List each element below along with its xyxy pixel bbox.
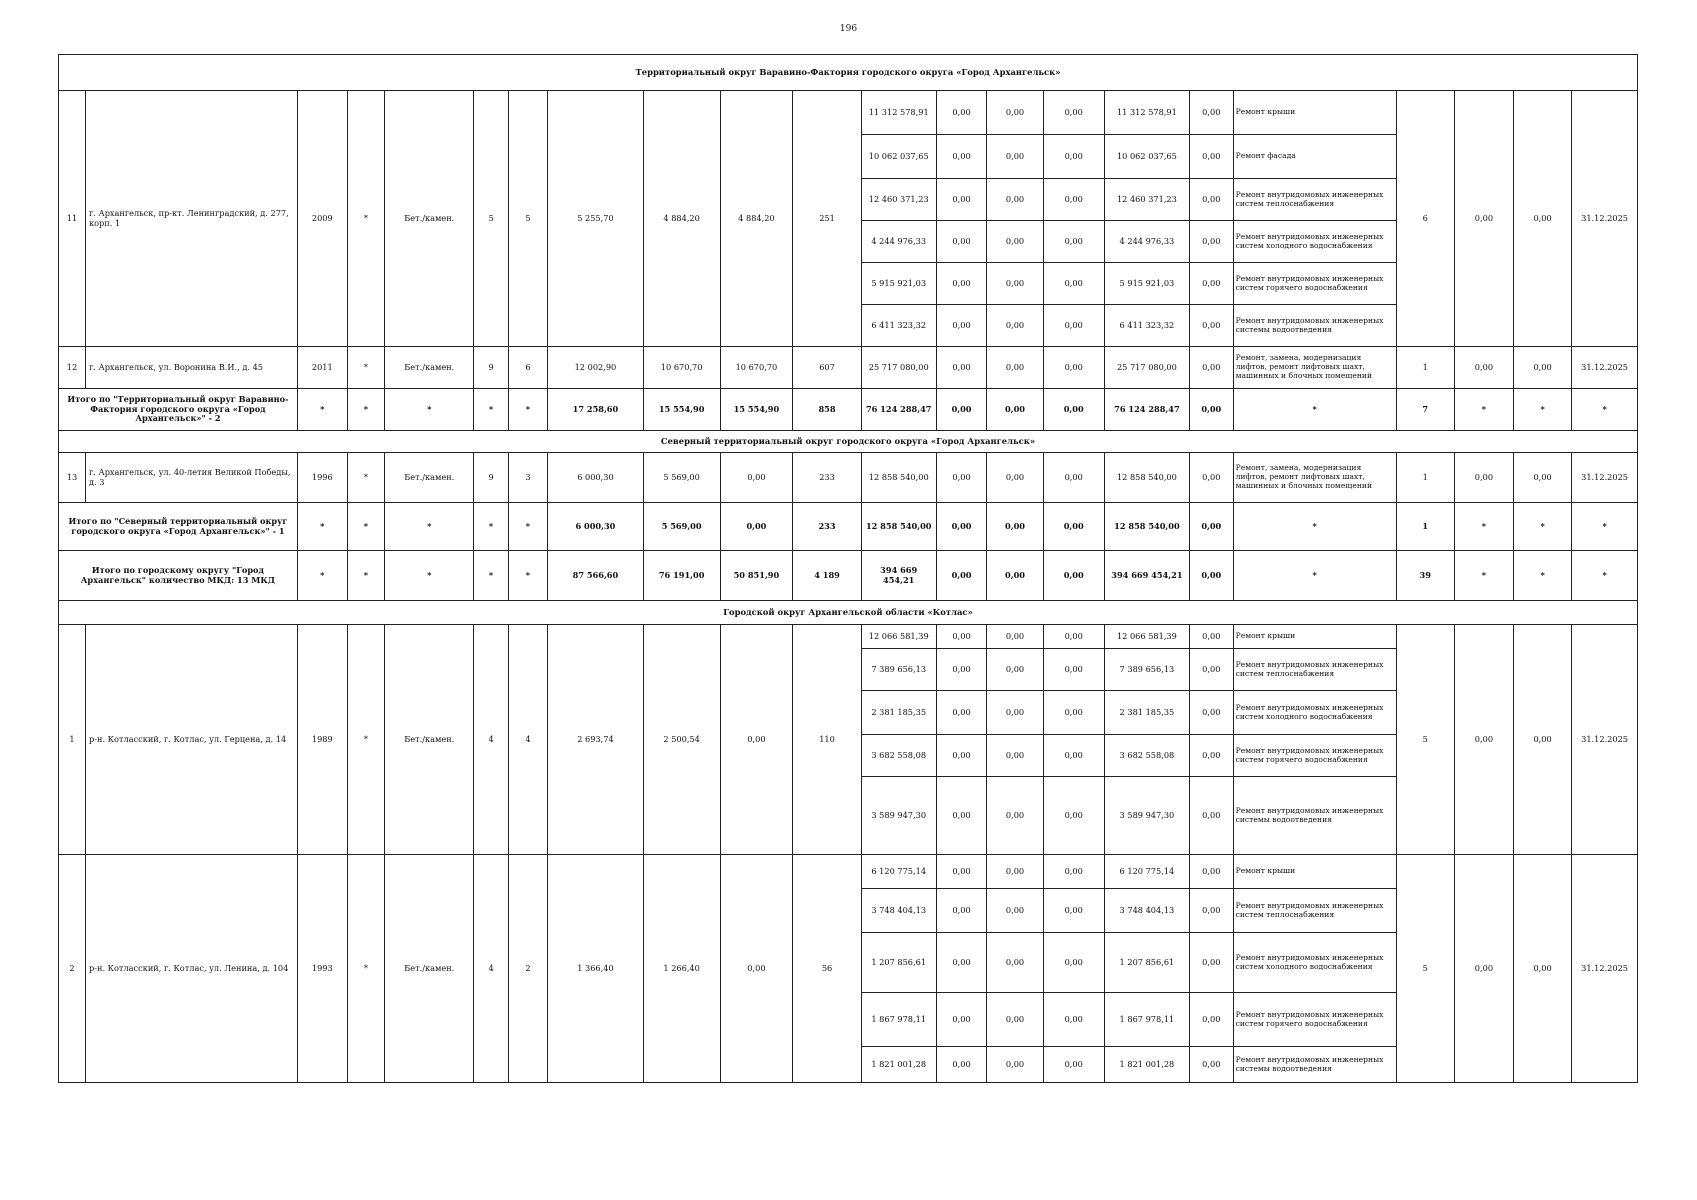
zero-value: 0,00 [987, 347, 1043, 389]
floors: 4 [474, 625, 508, 855]
zero-value: 0,00 [1043, 649, 1104, 691]
work-type: Ремонт внутридомовых инженерных систем теплоснабжения [1233, 179, 1396, 221]
work-cost: 394 669 454,21 [861, 551, 936, 601]
star-cell: * [474, 551, 508, 601]
area-total: 2 693,74 [548, 625, 644, 855]
area-residential: 10 670,70 [720, 347, 793, 389]
work-total: 1 207 856,61 [1104, 933, 1189, 993]
table-row [59, 91, 1638, 135]
zero-value: 0,00 [936, 625, 987, 649]
zero-value: 0,00 [1043, 179, 1104, 221]
mark-cell: * [347, 453, 384, 503]
star-cell: * [347, 389, 384, 431]
zero-value: 0,00 [1043, 551, 1104, 601]
repair-program-table [58, 54, 1638, 1083]
work-total: 12 858 540,00 [1104, 503, 1189, 551]
zero-value: 0,00 [936, 1047, 987, 1083]
deadline-date: 31.12.2025 [1572, 453, 1638, 503]
zero-value: 0,00 [987, 305, 1043, 347]
zero-value: 0,00 [1189, 855, 1233, 889]
deadline-date: 31.12.2025 [1572, 855, 1638, 1083]
work-total: 6 411 323,32 [1104, 305, 1189, 347]
zero-value: 0,00 [936, 933, 987, 993]
area-premises: 4 884,20 [643, 91, 720, 347]
house-number: 12 [59, 347, 86, 389]
zero-value: 0,00 [1043, 855, 1104, 889]
area-residential: 50 851,90 [720, 551, 793, 601]
work-cost: 25 717 080,00 [861, 347, 936, 389]
section-header-row [59, 601, 1638, 625]
area-total: 1 366,40 [548, 855, 644, 1083]
zero-value: 0,00 [1189, 1047, 1233, 1083]
star-cell: * [1233, 551, 1396, 601]
work-cost: 12 066 581,39 [861, 625, 936, 649]
wall-material: Бет./камен. [385, 855, 474, 1083]
house-address: р-н. Котласский, г. Котлас, ул. Герцена, д. 14 [86, 625, 298, 855]
zero-value: 0,00 [1189, 691, 1233, 735]
work-type: Ремонт внутридомовых инженерных системы водоотведения [1233, 777, 1396, 855]
deadline-date: 31.12.2025 [1572, 91, 1638, 347]
total-label: Итого по городскому округу "Город Архангельск" количество МКД: 13 МКД [59, 551, 298, 601]
zero-value: 0,00 [987, 993, 1043, 1047]
works-count: 5 [1396, 855, 1454, 1083]
work-total: 3 748 404,13 [1104, 889, 1189, 933]
subtotal-row [59, 503, 1638, 551]
work-cost: 7 389 656,13 [861, 649, 936, 691]
work-total: 12 460 371,23 [1104, 179, 1189, 221]
star-cell: * [508, 503, 547, 551]
residents: 56 [793, 855, 862, 1083]
area-total: 17 258,60 [548, 389, 644, 431]
work-total: 2 381 185,35 [1104, 691, 1189, 735]
residents: 233 [793, 453, 862, 503]
area-total: 12 002,90 [548, 347, 644, 389]
subtotal-row [59, 389, 1638, 431]
area-residential: 15 554,90 [720, 389, 793, 431]
zero-value: 0,00 [1043, 221, 1104, 263]
work-cost: 11 312 578,91 [861, 91, 936, 135]
zero-value: 0,00 [1189, 305, 1233, 347]
zero-value: 0,00 [936, 263, 987, 305]
work-total: 7 389 656,13 [1104, 649, 1189, 691]
zero-value: 0,00 [936, 135, 987, 179]
star-cell: * [385, 551, 474, 601]
wall-material: Бет./камен. [385, 347, 474, 389]
star-cell: * [1572, 389, 1638, 431]
zero-value: 0,00 [1043, 735, 1104, 777]
zero-value: 0,00 [987, 649, 1043, 691]
work-total: 25 717 080,00 [1104, 347, 1189, 389]
work-cost: 1 867 978,11 [861, 993, 936, 1047]
page-number: 196 [839, 24, 858, 34]
zero-value: 0,00 [936, 649, 987, 691]
zero-value: 0,00 [987, 551, 1043, 601]
zero-value: 0,00 [1189, 777, 1233, 855]
zero-value: 0,00 [936, 389, 987, 431]
area-premises: 10 670,70 [643, 347, 720, 389]
area-premises: 15 554,90 [643, 389, 720, 431]
zero-value: 0,00 [987, 855, 1043, 889]
zero-value: 0,00 [1514, 855, 1572, 1083]
zero-value: 0,00 [936, 347, 987, 389]
works-count: 1 [1396, 347, 1454, 389]
zero-value: 0,00 [936, 453, 987, 503]
zero-value: 0,00 [1514, 625, 1572, 855]
area-premises: 5 569,00 [643, 503, 720, 551]
star-cell: * [297, 389, 347, 431]
zero-value: 0,00 [1454, 855, 1513, 1083]
zero-value: 0,00 [987, 625, 1043, 649]
work-type: Ремонт внутридомовых инженерных систем теплоснабжения [1233, 889, 1396, 933]
residents: 233 [793, 503, 862, 551]
house-number: 13 [59, 453, 86, 503]
zero-value: 0,00 [1189, 389, 1233, 431]
work-cost: 1 207 856,61 [861, 933, 936, 993]
zero-value: 0,00 [987, 933, 1043, 993]
star-cell: * [347, 503, 384, 551]
work-type: Ремонт, замена, модернизация лифтов, ремонт лифтовых шахт, машинных и блочных помещений [1233, 453, 1396, 503]
work-cost: 12 858 540,00 [861, 453, 936, 503]
zero-value: 0,00 [1189, 551, 1233, 601]
zero-value: 0,00 [936, 551, 987, 601]
zero-value: 0,00 [987, 389, 1043, 431]
zero-value: 0,00 [1043, 503, 1104, 551]
star-cell: * [1233, 389, 1396, 431]
area-residential: 0,00 [720, 855, 793, 1083]
zero-value: 0,00 [1454, 91, 1513, 347]
section-title: Территориальный округ Варавино-Фактория городского округа «Город Архангельск» [59, 55, 1638, 91]
area-residential: 0,00 [720, 503, 793, 551]
mark-cell: * [347, 347, 384, 389]
zero-value: 0,00 [1043, 933, 1104, 993]
work-total: 6 120 775,14 [1104, 855, 1189, 889]
zero-value: 0,00 [936, 735, 987, 777]
build-year: 1989 [297, 625, 347, 855]
entrances: 3 [508, 453, 547, 503]
star-cell: * [1514, 389, 1572, 431]
deadline-date: 31.12.2025 [1572, 625, 1638, 855]
zero-value: 0,00 [987, 179, 1043, 221]
zero-value: 0,00 [987, 91, 1043, 135]
work-total: 1 821 001,28 [1104, 1047, 1189, 1083]
work-cost: 3 682 558,08 [861, 735, 936, 777]
zero-value: 0,00 [1189, 179, 1233, 221]
zero-value: 0,00 [1454, 453, 1513, 503]
zero-value: 0,00 [1043, 691, 1104, 735]
work-total: 76 124 288,47 [1104, 389, 1189, 431]
work-type: Ремонт фасада [1233, 135, 1396, 179]
work-cost: 4 244 976,33 [861, 221, 936, 263]
star-cell: * [1572, 551, 1638, 601]
area-residential: 4 884,20 [720, 91, 793, 347]
zero-value: 0,00 [987, 453, 1043, 503]
zero-value: 0,00 [936, 305, 987, 347]
star-cell: * [297, 551, 347, 601]
zero-value: 0,00 [987, 889, 1043, 933]
wall-material: Бет./камен. [385, 91, 474, 347]
work-type: Ремонт внутридомовых инженерных систем горячего водоснабжения [1233, 735, 1396, 777]
area-total: 5 255,70 [548, 91, 644, 347]
zero-value: 0,00 [1189, 503, 1233, 551]
work-cost: 12 460 371,23 [861, 179, 936, 221]
works-count: 39 [1396, 551, 1454, 601]
zero-value: 0,00 [936, 91, 987, 135]
zero-value: 0,00 [1189, 735, 1233, 777]
work-total: 10 062 037,65 [1104, 135, 1189, 179]
section-title: Северный территориальный округ городского округа «Город Архангельск» [59, 431, 1638, 453]
star-cell: * [1454, 551, 1513, 601]
section-header-row [59, 431, 1638, 453]
work-type: Ремонт крыши [1233, 625, 1396, 649]
residents: 110 [793, 625, 862, 855]
zero-value: 0,00 [987, 735, 1043, 777]
entrances: 6 [508, 347, 547, 389]
star-cell: * [297, 503, 347, 551]
mark-cell: * [347, 855, 384, 1083]
work-cost: 12 858 540,00 [861, 503, 936, 551]
work-cost: 5 915 921,03 [861, 263, 936, 305]
zero-value: 0,00 [936, 777, 987, 855]
zero-value: 0,00 [936, 855, 987, 889]
mark-cell: * [347, 91, 384, 347]
area-residential: 0,00 [720, 453, 793, 503]
zero-value: 0,00 [987, 135, 1043, 179]
mark-cell: * [347, 625, 384, 855]
area-premises: 76 191,00 [643, 551, 720, 601]
star-cell: * [347, 551, 384, 601]
zero-value: 0,00 [987, 263, 1043, 305]
area-premises: 5 569,00 [643, 453, 720, 503]
work-cost: 3 748 404,13 [861, 889, 936, 933]
work-type: Ремонт внутридомовых инженерных системы водоотведения [1233, 305, 1396, 347]
table-row [59, 347, 1638, 389]
zero-value: 0,00 [1043, 389, 1104, 431]
star-cell: * [1454, 503, 1513, 551]
star-cell: * [1454, 389, 1513, 431]
work-cost: 76 124 288,47 [861, 389, 936, 431]
residents: 251 [793, 91, 862, 347]
zero-value: 0,00 [987, 503, 1043, 551]
zero-value: 0,00 [1189, 91, 1233, 135]
entrances: 5 [508, 91, 547, 347]
work-type: Ремонт внутридомовых инженерных системы водоотведения [1233, 1047, 1396, 1083]
section-header-row [59, 55, 1638, 91]
entrances: 2 [508, 855, 547, 1083]
work-total: 12 858 540,00 [1104, 453, 1189, 503]
table-row [59, 855, 1638, 889]
residents: 4 189 [793, 551, 862, 601]
zero-value: 0,00 [1043, 625, 1104, 649]
zero-value: 0,00 [987, 777, 1043, 855]
zero-value: 0,00 [1043, 305, 1104, 347]
area-premises: 1 266,40 [643, 855, 720, 1083]
star-cell: * [474, 389, 508, 431]
zero-value: 0,00 [1189, 347, 1233, 389]
zero-value: 0,00 [1189, 453, 1233, 503]
zero-value: 0,00 [1454, 625, 1513, 855]
area-total: 6 000,30 [548, 503, 644, 551]
star-cell: * [1572, 503, 1638, 551]
work-type: Ремонт, замена, модернизация лифтов, ремонт лифтовых шахт, машинных и блочных помещений [1233, 347, 1396, 389]
work-type: Ремонт внутридомовых инженерных систем горячего водоснабжения [1233, 263, 1396, 305]
star-cell: * [508, 389, 547, 431]
build-year: 1993 [297, 855, 347, 1083]
work-type: Ремонт внутридомовых инженерных систем холодного водоснабжения [1233, 933, 1396, 993]
work-total: 5 915 921,03 [1104, 263, 1189, 305]
zero-value: 0,00 [1189, 933, 1233, 993]
work-type: Ремонт внутридомовых инженерных систем теплоснабжения [1233, 649, 1396, 691]
zero-value: 0,00 [1189, 649, 1233, 691]
zero-value: 0,00 [936, 503, 987, 551]
zero-value: 0,00 [1514, 91, 1572, 347]
house-number: 1 [59, 625, 86, 855]
zero-value: 0,00 [1514, 453, 1572, 503]
build-year: 2011 [297, 347, 347, 389]
works-count: 5 [1396, 625, 1454, 855]
house-address: г. Архангельск, ул. Воронина В.И., д. 45 [86, 347, 298, 389]
works-count: 1 [1396, 503, 1454, 551]
zero-value: 0,00 [1189, 625, 1233, 649]
floors: 9 [474, 347, 508, 389]
zero-value: 0,00 [936, 993, 987, 1047]
total-row [59, 551, 1638, 601]
zero-value: 0,00 [1043, 91, 1104, 135]
zero-value: 0,00 [1189, 263, 1233, 305]
work-total: 3 682 558,08 [1104, 735, 1189, 777]
zero-value: 0,00 [987, 1047, 1043, 1083]
zero-value: 0,00 [987, 691, 1043, 735]
work-cost: 6 120 775,14 [861, 855, 936, 889]
star-cell: * [508, 551, 547, 601]
zero-value: 0,00 [1043, 777, 1104, 855]
zero-value: 0,00 [936, 179, 987, 221]
area-residential: 0,00 [720, 625, 793, 855]
entrances: 4 [508, 625, 547, 855]
zero-value: 0,00 [1189, 221, 1233, 263]
zero-value: 0,00 [1189, 135, 1233, 179]
wall-material: Бет./камен. [385, 625, 474, 855]
zero-value: 0,00 [1189, 889, 1233, 933]
star-cell: * [1514, 551, 1572, 601]
floors: 5 [474, 91, 508, 347]
work-cost: 3 589 947,30 [861, 777, 936, 855]
residents: 607 [793, 347, 862, 389]
star-cell: * [385, 389, 474, 431]
zero-value: 0,00 [1454, 347, 1513, 389]
subtotal-label: Итого по "Территориальный округ Варавино-Фактория городского округа «Город Архангельск»" - 2 [59, 389, 298, 431]
area-total: 87 566,60 [548, 551, 644, 601]
work-type: Ремонт внутридомовых инженерных систем холодного водоснабжения [1233, 221, 1396, 263]
star-cell: * [474, 503, 508, 551]
area-premises: 2 500,54 [643, 625, 720, 855]
table-row [59, 625, 1638, 649]
work-type: Ремонт внутридомовых инженерных систем холодного водоснабжения [1233, 691, 1396, 735]
section-title: Городской округ Архангельской области «Котлас» [59, 601, 1638, 625]
works-count: 6 [1396, 91, 1454, 347]
zero-value: 0,00 [1043, 453, 1104, 503]
work-total: 4 244 976,33 [1104, 221, 1189, 263]
zero-value: 0,00 [936, 221, 987, 263]
work-type: Ремонт крыши [1233, 855, 1396, 889]
subtotal-label: Итого по "Северный территориальный округ городского округа «Город Архангельск»" - 1 [59, 503, 298, 551]
deadline-date: 31.12.2025 [1572, 347, 1638, 389]
house-number: 2 [59, 855, 86, 1083]
zero-value: 0,00 [1043, 263, 1104, 305]
zero-value: 0,00 [936, 889, 987, 933]
works-count: 1 [1396, 453, 1454, 503]
works-count: 7 [1396, 389, 1454, 431]
work-cost: 6 411 323,32 [861, 305, 936, 347]
residents: 858 [793, 389, 862, 431]
wall-material: Бет./камен. [385, 453, 474, 503]
work-type: Ремонт внутридомовых инженерных систем горячего водоснабжения [1233, 993, 1396, 1047]
work-total: 3 589 947,30 [1104, 777, 1189, 855]
house-address: р-н. Котласский, г. Котлас, ул. Ленина, д. 104 [86, 855, 298, 1083]
work-total: 394 669 454,21 [1104, 551, 1189, 601]
build-year: 2009 [297, 91, 347, 347]
area-total: 6 000,30 [548, 453, 644, 503]
star-cell: * [1514, 503, 1572, 551]
zero-value: 0,00 [1043, 347, 1104, 389]
floors: 9 [474, 453, 508, 503]
zero-value: 0,00 [1043, 993, 1104, 1047]
work-cost: 1 821 001,28 [861, 1047, 936, 1083]
table-row [59, 453, 1638, 503]
zero-value: 0,00 [1043, 1047, 1104, 1083]
zero-value: 0,00 [936, 691, 987, 735]
build-year: 1996 [297, 453, 347, 503]
work-type: Ремонт крыши [1233, 91, 1396, 135]
star-cell: * [385, 503, 474, 551]
house-number: 11 [59, 91, 86, 347]
work-total: 11 312 578,91 [1104, 91, 1189, 135]
work-cost: 2 381 185,35 [861, 691, 936, 735]
work-total: 1 867 978,11 [1104, 993, 1189, 1047]
star-cell: * [1233, 503, 1396, 551]
zero-value: 0,00 [1043, 889, 1104, 933]
work-cost: 10 062 037,65 [861, 135, 936, 179]
zero-value: 0,00 [1043, 135, 1104, 179]
house-address: г. Архангельск, пр-кт. Ленинградский, д. 277, корп. 1 [86, 91, 298, 347]
work-total: 12 066 581,39 [1104, 625, 1189, 649]
zero-value: 0,00 [1514, 347, 1572, 389]
house-address: г. Архангельск, ул. 40-летия Великой Победы, д. 3 [86, 453, 298, 503]
zero-value: 0,00 [987, 221, 1043, 263]
floors: 4 [474, 855, 508, 1083]
zero-value: 0,00 [1189, 993, 1233, 1047]
